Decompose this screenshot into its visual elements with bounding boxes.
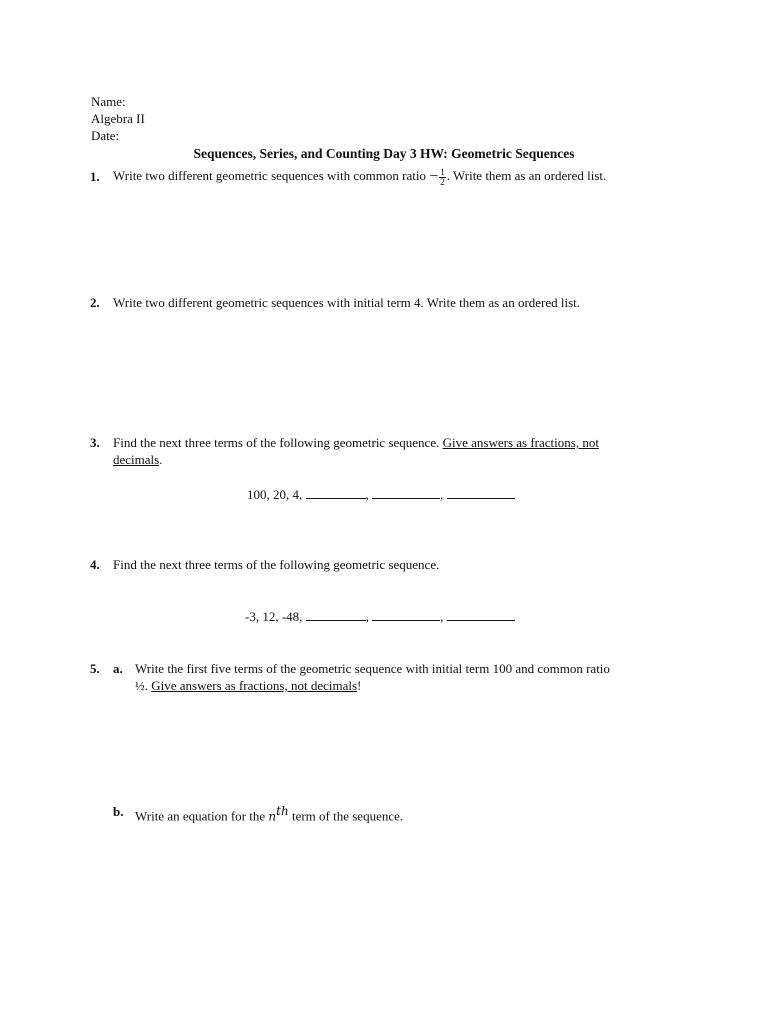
q3-answer-blank-2[interactable] <box>372 488 440 499</box>
q5a-label: a. <box>113 661 123 676</box>
q4-sequence <box>245 609 515 625</box>
worksheet-title: Sequences, Series, and Counting Day 3 HW: Geometric Sequences <box>193 146 575 161</box>
q3-blank-separator-1: , <box>365 487 369 502</box>
q3-number: 3. <box>90 435 100 450</box>
q4-blank-separator-2: , <box>440 609 444 624</box>
q1-number: 1. <box>90 169 100 184</box>
q1-text <box>113 163 606 190</box>
q1-ratio-denominator: 2 <box>440 176 445 187</box>
q3-underlined-line1: Give answers as fractions, not <box>442 435 599 450</box>
q1-ratio-numerator: 1 <box>440 166 445 177</box>
q4-answer-blank-2[interactable] <box>372 610 440 621</box>
q5-number: 5. <box>90 661 100 676</box>
q5a-line2 <box>135 678 361 694</box>
date-label: Date: <box>91 128 120 143</box>
class-label: Algebra II <box>91 111 145 126</box>
q3-answer-blank-3[interactable] <box>447 488 515 499</box>
q2-text: Write two different geometric sequences with initial term 4. Write them as an ordered list. <box>113 295 581 310</box>
q4-text: Find the next three terms of the following geometric sequence. <box>113 557 440 572</box>
q5a-underlined: Give answers as fractions, not decimals <box>151 678 358 693</box>
q5a-line2-before: ½. <box>135 678 152 693</box>
q3-blank-separator-2: , <box>440 487 444 502</box>
q1-ratio-fraction <box>439 168 446 187</box>
q4-blank-separator-1: , <box>365 609 369 624</box>
q5b-var: n <box>268 809 277 824</box>
q3-text-before: Find the next three terms of the following geometric sequence. <box>113 435 443 450</box>
q5b-sup: th <box>276 804 289 818</box>
q1-text-before: Write two different geometric sequences with common ratio <box>113 168 430 183</box>
name-label: Name: <box>91 94 126 109</box>
q5b-text-before: Write an equation for the <box>135 808 269 824</box>
q5a-line1: Write the first five terms of the geometric sequence with initial term 100 and common ratio <box>135 661 610 676</box>
q5a-line2-after: ! <box>357 678 362 693</box>
q5b-text <box>135 804 403 824</box>
q4-answer-blank-3[interactable] <box>447 610 515 621</box>
q2-number: 2. <box>90 295 100 310</box>
q3-text-after: . <box>159 452 163 467</box>
q3-line1 <box>113 435 599 451</box>
q3-line2 <box>113 452 162 468</box>
q3-answer-blank-1[interactable] <box>306 488 366 499</box>
q1-text-after: . Write them as an ordered list. <box>446 168 607 183</box>
q3-sequence-terms: 100, 20, 4, <box>247 487 306 502</box>
q4-answer-blank-1[interactable] <box>306 610 366 621</box>
q4-sequence-terms: -3, 12, -48, <box>245 609 306 624</box>
q1-ratio-sign: − <box>429 168 439 186</box>
q5b-label: b. <box>113 804 124 819</box>
q3-underlined-line2: decimals <box>113 452 160 467</box>
q4-number: 4. <box>90 557 100 572</box>
q5b-text-after: term of the sequence. <box>288 808 404 824</box>
q3-sequence <box>247 487 515 503</box>
